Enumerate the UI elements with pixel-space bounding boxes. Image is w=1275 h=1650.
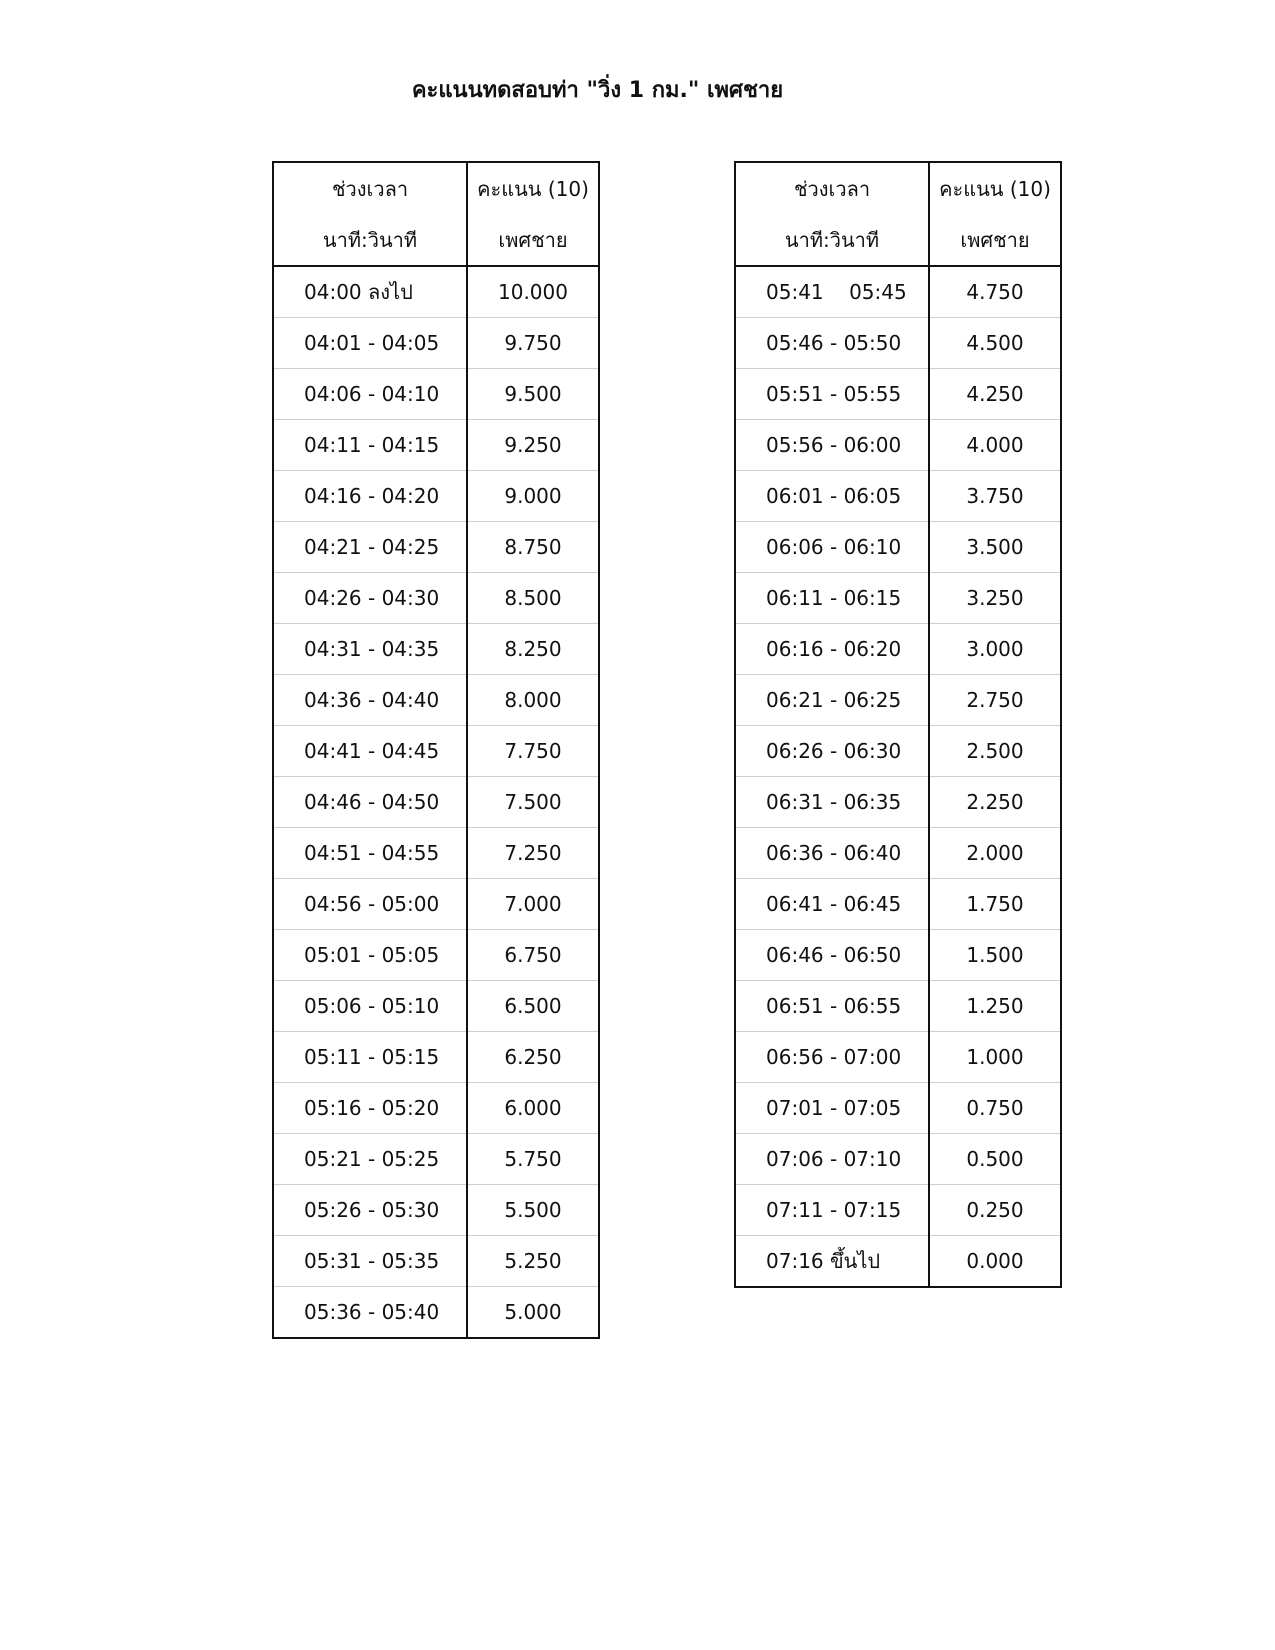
score-cell: 3.750 xyxy=(929,471,1061,522)
table-row xyxy=(735,522,1061,573)
header-row xyxy=(735,214,1061,266)
table-row xyxy=(273,1185,599,1236)
score-cell: 4.000 xyxy=(929,420,1061,471)
score-cell: 9.500 xyxy=(467,369,599,420)
score-cell: 7.500 xyxy=(467,777,599,828)
score-table-left xyxy=(272,161,600,1339)
table-row xyxy=(735,1236,1061,1288)
score-cell: 5.750 xyxy=(467,1134,599,1185)
table-row xyxy=(273,1236,599,1287)
score-cell: 8.750 xyxy=(467,522,599,573)
table-row xyxy=(735,624,1061,675)
table-row xyxy=(273,828,599,879)
score-cell: 3.000 xyxy=(929,624,1061,675)
time-range-cell: 04:51 - 04:55 xyxy=(273,828,467,879)
header-score-unit: เพศชาย xyxy=(467,214,599,266)
time-range-cell: 05:31 - 05:35 xyxy=(273,1236,467,1287)
header-score-label: คะแนน (10) xyxy=(939,176,1051,201)
header-range-unit: นาที:วินาที xyxy=(735,214,929,266)
score-cell: 10.000 xyxy=(467,266,599,318)
time-range-cell: 05:41 05:45 xyxy=(735,266,929,318)
score-cell: 4.500 xyxy=(929,318,1061,369)
score-cell: 5.500 xyxy=(467,1185,599,1236)
score-cell: 1.250 xyxy=(929,981,1061,1032)
score-cell: 1.000 xyxy=(929,1032,1061,1083)
time-range-cell: 04:01 - 04:05 xyxy=(273,318,467,369)
time-range-cell: 04:41 - 04:45 xyxy=(273,726,467,777)
table-row xyxy=(273,624,599,675)
table-row xyxy=(735,266,1061,318)
table-row xyxy=(735,675,1061,726)
time-range-cell: 05:06 - 05:10 xyxy=(273,981,467,1032)
score-cell: 2.750 xyxy=(929,675,1061,726)
table-row xyxy=(735,879,1061,930)
time-range-cell: 06:46 - 06:50 xyxy=(735,930,929,981)
header-score-unit: เพศชาย xyxy=(929,214,1061,266)
table-row xyxy=(273,471,599,522)
table-row xyxy=(273,981,599,1032)
score-cell: 0.500 xyxy=(929,1134,1061,1185)
score-cell: 2.250 xyxy=(929,777,1061,828)
time-range-cell: 07:01 - 07:05 xyxy=(735,1083,929,1134)
page-title: คะแนนทดสอบท่า "วิ่ง 1 กม." เพศชาย xyxy=(411,78,784,103)
header-row xyxy=(273,214,599,266)
time-range-cell: 06:51 - 06:55 xyxy=(735,981,929,1032)
header-range-label: ช่วงเวลา xyxy=(735,162,929,214)
time-range-cell: 04:00 ลงไป xyxy=(273,266,467,318)
score-cell: 5.000 xyxy=(504,1300,562,1324)
score-cell: 2.000 xyxy=(929,828,1061,879)
score-cell: 7.000 xyxy=(467,879,599,930)
time-range-cell: 07:06 - 07:10 xyxy=(735,1134,929,1185)
time-range-cell: 07:11 - 07:15 xyxy=(735,1185,929,1236)
time-range-cell: 04:21 - 04:25 xyxy=(273,522,467,573)
header-score-label: คะแนน (10) xyxy=(477,176,589,201)
score-cell: 7.250 xyxy=(467,828,599,879)
time-range-cell: 06:26 - 06:30 xyxy=(735,726,929,777)
table-row xyxy=(273,266,599,318)
score-cell: 6.000 xyxy=(467,1083,599,1134)
time-range-cell: 06:41 - 06:45 xyxy=(735,879,929,930)
time-range-cell: 05:51 - 05:55 xyxy=(735,369,929,420)
table-row xyxy=(735,930,1061,981)
score-cell: 8.500 xyxy=(467,573,599,624)
table-row xyxy=(735,420,1061,471)
table-row xyxy=(735,573,1061,624)
table-row xyxy=(273,1287,599,1339)
score-cell: 1.750 xyxy=(929,879,1061,930)
score-cell: 0.000 xyxy=(966,1249,1024,1273)
table-row xyxy=(735,369,1061,420)
time-range-cell: 06:56 - 07:00 xyxy=(735,1032,929,1083)
time-range-cell: 06:11 - 06:15 xyxy=(735,573,929,624)
table-row xyxy=(735,471,1061,522)
time-range-cell: 04:56 - 05:00 xyxy=(273,879,467,930)
time-range-cell: 06:36 - 06:40 xyxy=(735,828,929,879)
table-row xyxy=(735,1032,1061,1083)
score-cell: 4.250 xyxy=(929,369,1061,420)
header-row xyxy=(273,162,599,214)
score-cell: 8.250 xyxy=(467,624,599,675)
time-range-cell: 04:06 - 04:10 xyxy=(273,369,467,420)
header-row xyxy=(735,162,1061,214)
time-range-cell: 04:36 - 04:40 xyxy=(273,675,467,726)
table-row xyxy=(273,675,599,726)
time-range-cell: 06:21 - 06:25 xyxy=(735,675,929,726)
table-row xyxy=(273,930,599,981)
time-range-cell: 06:01 - 06:05 xyxy=(735,471,929,522)
table-row xyxy=(273,369,599,420)
table-row xyxy=(273,318,599,369)
time-range-cell: 04:11 - 04:15 xyxy=(273,420,467,471)
table-row xyxy=(273,420,599,471)
score-cell: 8.000 xyxy=(467,675,599,726)
table-row xyxy=(735,828,1061,879)
time-range-cell: 05:16 - 05:20 xyxy=(273,1083,467,1134)
time-range-cell: 04:46 - 04:50 xyxy=(273,777,467,828)
time-range-cell: 05:36 - 05:40 xyxy=(273,1287,467,1339)
time-range-cell: 05:56 - 06:00 xyxy=(735,420,929,471)
score-cell: 9.750 xyxy=(467,318,599,369)
score-cell: 5.250 xyxy=(467,1236,599,1287)
time-range-cell: 05:11 - 05:15 xyxy=(273,1032,467,1083)
score-cell: 6.750 xyxy=(467,930,599,981)
time-range-cell: 04:26 - 04:30 xyxy=(273,573,467,624)
score-cell: 6.500 xyxy=(467,981,599,1032)
header-range-label: ช่วงเวลา xyxy=(273,162,467,214)
time-range-cell: 07:16 ขึ้นไป xyxy=(735,1236,929,1288)
table-row xyxy=(735,981,1061,1032)
table-row xyxy=(735,1134,1061,1185)
time-range-cell: 05:01 - 05:05 xyxy=(273,930,467,981)
time-range-cell: 06:06 - 06:10 xyxy=(735,522,929,573)
table-row xyxy=(735,1083,1061,1134)
score-table-right xyxy=(734,161,1062,1288)
score-cell: 3.500 xyxy=(929,522,1061,573)
table-row xyxy=(273,1032,599,1083)
score-cell: 3.250 xyxy=(929,573,1061,624)
time-range-cell: 04:16 - 04:20 xyxy=(273,471,467,522)
table-row xyxy=(273,726,599,777)
score-cell: 0.750 xyxy=(929,1083,1061,1134)
table-row xyxy=(273,1134,599,1185)
time-range-cell: 05:21 - 05:25 xyxy=(273,1134,467,1185)
table-row xyxy=(273,1083,599,1134)
time-range-cell: 05:26 - 05:30 xyxy=(273,1185,467,1236)
table-row xyxy=(273,522,599,573)
time-range-cell: 06:31 - 06:35 xyxy=(735,777,929,828)
table-row xyxy=(735,318,1061,369)
time-range-cell: 05:46 - 05:50 xyxy=(735,318,929,369)
table-row xyxy=(273,879,599,930)
time-range-cell: 04:31 - 04:35 xyxy=(273,624,467,675)
table-row xyxy=(273,777,599,828)
table-row xyxy=(735,777,1061,828)
header-range-unit: นาที:วินาที xyxy=(273,214,467,266)
table-row xyxy=(735,1185,1061,1236)
score-cell: 4.750 xyxy=(929,266,1061,318)
table-row xyxy=(735,726,1061,777)
score-cell: 9.250 xyxy=(467,420,599,471)
score-cell: 7.750 xyxy=(467,726,599,777)
time-range-cell: 06:16 - 06:20 xyxy=(735,624,929,675)
score-cell: 9.000 xyxy=(467,471,599,522)
score-cell: 1.500 xyxy=(929,930,1061,981)
table-row xyxy=(273,573,599,624)
score-cell: 0.250 xyxy=(929,1185,1061,1236)
score-cell: 6.250 xyxy=(467,1032,599,1083)
score-cell: 2.500 xyxy=(929,726,1061,777)
